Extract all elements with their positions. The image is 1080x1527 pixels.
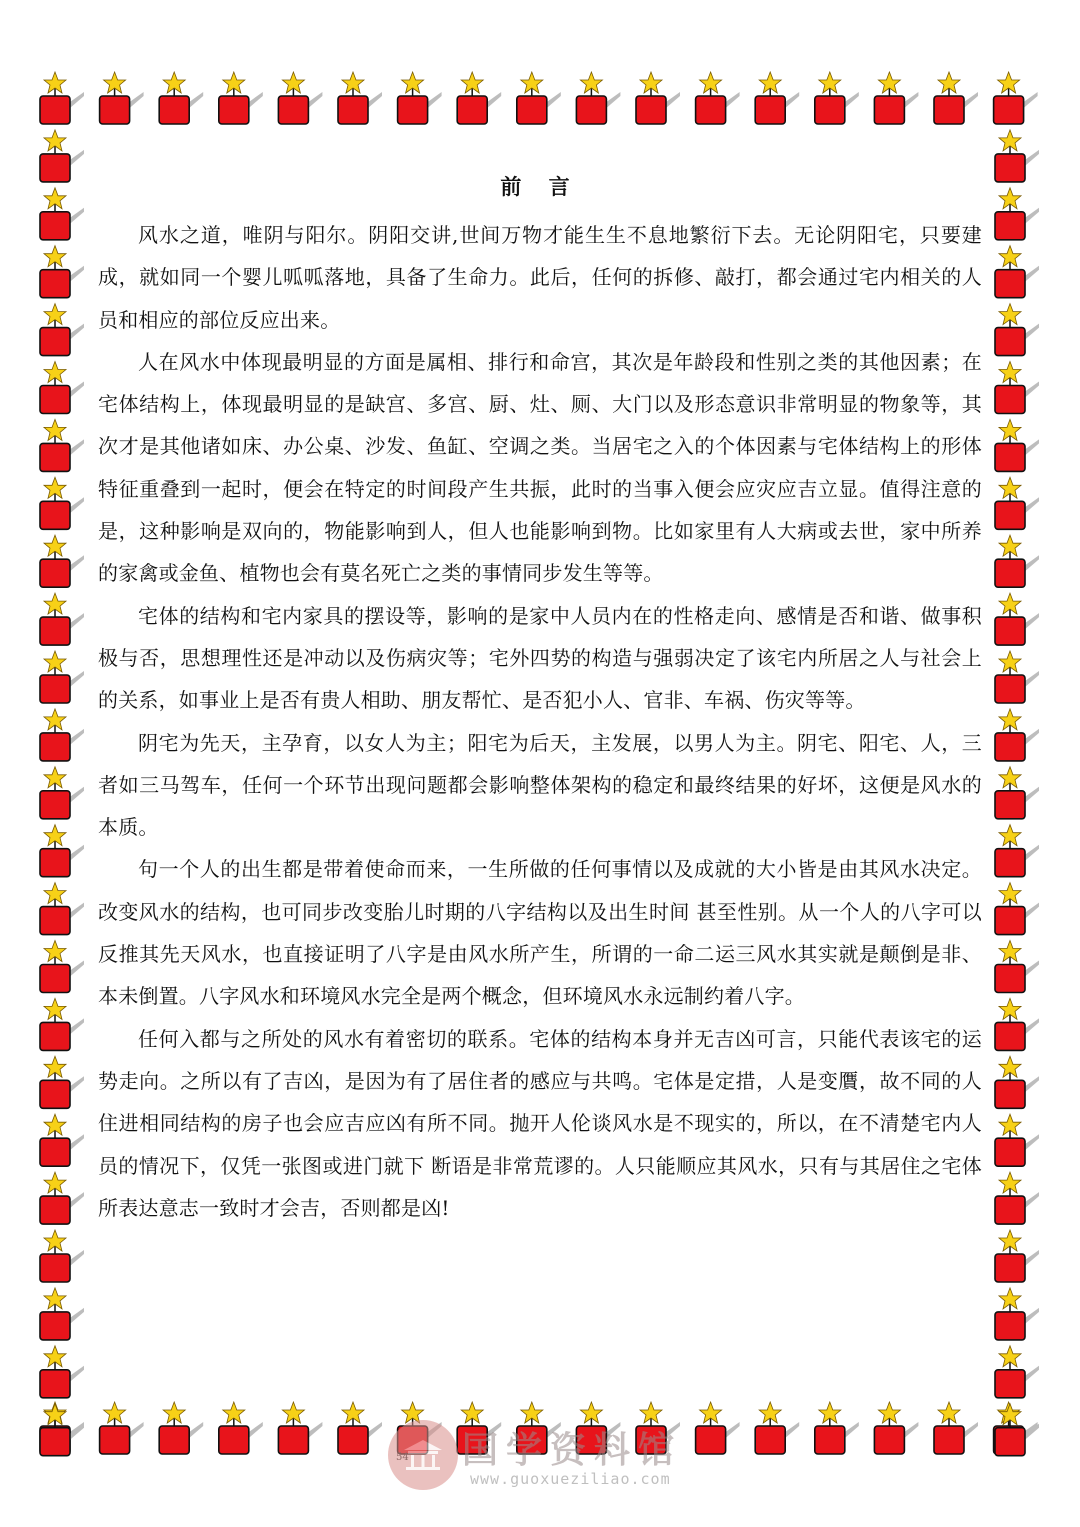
candle-icon-43 xyxy=(995,362,1039,414)
candle-icon-70 xyxy=(40,1172,84,1224)
candle-icon-62 xyxy=(40,941,84,993)
candle-icon-29 xyxy=(755,1402,799,1454)
candle-icon-9 xyxy=(576,72,620,124)
candle-icon-20 xyxy=(219,1402,263,1454)
page-title: 前 言 xyxy=(500,174,580,199)
candle-icon-21 xyxy=(278,1402,322,1454)
candle-icon-58 xyxy=(40,825,84,877)
paragraph-4: 阴宅为先天，主孕育，以女人为主；阳宅为后天，主发展，以男人为主。阴宅、阳宅、人，三者如三马驾车，任何一个环节出现问题都会影响整体架构的稳定和最终结果的好坏，这便是风水的本质。 xyxy=(98,730,982,840)
candle-icon-35 xyxy=(995,130,1039,182)
candle-icon-13 xyxy=(815,72,859,124)
candle-icon-64 xyxy=(40,998,84,1050)
watermark-title: 国学资料馆 xyxy=(462,1429,683,1471)
candle-icon-72 xyxy=(40,1230,84,1282)
paragraph-6: 任何入都与之所处的风水有着密切的联系。宅体的结构本身并无吉凶可言，只能代表该宅的运势走向。之所以有了吉凶，是因为有了居住者的感应与共鸣。宅体是定措，人是变贋，故不同的人住进相同结构的房子也会应吉应凶有所不同。抛开人伦谈风水是不现实的，所以，在不清楚宅内人员的情况下，仅凭一张图或进门就下 断语是非常荒谬的。人只能顺应其风水，只有与其居住之宅体所表达意志一致时才会吉，否则都是凶! xyxy=(98,1026,982,1220)
candle-icon-46 xyxy=(40,477,84,529)
candle-icon-2 xyxy=(159,72,203,124)
candle-icon-18 xyxy=(100,1402,144,1454)
candle-icon-69 xyxy=(995,1114,1039,1166)
candle-icon-34 xyxy=(40,130,84,182)
paragraph-1: 风水之道，唯阴与阳尔。阴阳交讲,世间万物才能生生不息地繁衍下去。无论阴阳宅，只要建成，就如同一个婴儿呱呱落地，具备了生命力。此后，任何的拆修、敲打，都会通过宅内相关的人员和相应的部位反应出来。 xyxy=(98,223,982,332)
candle-icon-56 xyxy=(40,767,84,819)
candle-icon-48 xyxy=(40,535,84,587)
candle-icon-10 xyxy=(636,72,680,124)
candle-icon-49 xyxy=(995,535,1039,587)
candle-icon-73 xyxy=(995,1230,1039,1282)
paragraph-3: 宅体的结构和宅内家具的摆设等，影响的是家中人员内在的性格走向、感情是否和谐、做事积极与否，思想理性还是冲动以及伤病灾等；宅外四势的构造与强弱决定了该宅内所居之人与社会上的关系，如事业上是否有贵人相助、朋友帮忙、是否犯小人、官非、车祸、伤灾等等。 xyxy=(98,603,982,713)
candle-icon-22 xyxy=(338,1402,382,1454)
candle-icon-61 xyxy=(995,883,1039,935)
candle-icon-8 xyxy=(517,72,561,124)
candle-icon-65 xyxy=(995,998,1039,1050)
candle-icon-78 xyxy=(40,1404,84,1456)
candle-icon-32 xyxy=(934,1402,978,1454)
watermark-logo-icon xyxy=(388,1420,458,1490)
candle-icon-36 xyxy=(40,188,84,240)
candle-icon-66 xyxy=(40,1056,84,1108)
candle-icon-63 xyxy=(995,941,1039,993)
watermark xyxy=(388,1420,698,1496)
candle-icon-53 xyxy=(995,651,1039,703)
candle-icon-7 xyxy=(457,72,501,124)
candle-icon-11 xyxy=(696,72,740,124)
candle-icon-77 xyxy=(995,1346,1039,1398)
candle-icon-16 xyxy=(994,72,1038,124)
candle-icon-60 xyxy=(40,883,84,935)
paragraph-2: 人在风水中体现最明显的方面是属相、排行和命宫，其次是年龄段和性别之类的其他因素；在宅体结构上，体现最明显的是缺宫、多宫、厨、灶、厕、大门以及形态意识非常明显的物象等，其次才是其他诸如床、办公桌、沙发、鱼缸、空调之类。当居宅之入的个体因素与宅体结构上的形体特征重叠到一起时，便会在特定的时间段产生共振，此时的当事入便会应灾应吉立显。值得注意的是，这种影响是双向的，物能影响到人，但人也能影响到物。比如家里有人大病或去世，家中所养的家禽或金鱼、植物也会有莫名死亡之类的事情同步发生等等。 xyxy=(98,349,982,586)
candle-icon-15 xyxy=(934,72,978,124)
paragraph-5: 句一个人的出生都是带着使命而来，一生所做的任何事情以及成就的大小皆是由其风水决定。改变风水的结构，也可同步改变胎儿时期的八字结构以及出生时间 甚至性别。从一个人的八字可以反推其先天风水，也直接证明了八字是由风水所产生，所谓的一命二运三风水其实就是颠倒是非、本未倒置。八字风水和环境风水完全是两个概念，但环境风水永远制约着八字。 xyxy=(98,857,982,1009)
candle-icon-47 xyxy=(995,477,1039,529)
candle-icon-79 xyxy=(995,1404,1039,1456)
candle-icon-42 xyxy=(40,362,84,414)
candle-icon-55 xyxy=(995,709,1039,761)
candle-icon-39 xyxy=(995,246,1039,298)
candle-icon-40 xyxy=(40,304,84,356)
candle-icon-54 xyxy=(40,709,84,761)
candle-icon-6 xyxy=(398,72,442,124)
pavilion-icon xyxy=(402,1440,444,1470)
candle-icon-37 xyxy=(995,188,1039,240)
candle-icon-5 xyxy=(338,72,382,124)
candle-icon-19 xyxy=(159,1402,203,1454)
candle-icon-75 xyxy=(995,1288,1039,1340)
candle-icon-41 xyxy=(995,304,1039,356)
candle-icon-4 xyxy=(278,72,322,124)
candle-icon-30 xyxy=(815,1402,859,1454)
candle-icon-50 xyxy=(40,593,84,645)
candle-icon-57 xyxy=(995,767,1039,819)
candle-icon-14 xyxy=(874,72,918,124)
candle-icon-0 xyxy=(40,72,84,124)
candle-icon-38 xyxy=(40,246,84,298)
candle-icon-59 xyxy=(995,825,1039,877)
candle-icon-68 xyxy=(40,1114,84,1166)
document-body xyxy=(98,172,982,1229)
candle-icon-44 xyxy=(40,419,84,471)
candle-icon-52 xyxy=(40,651,84,703)
candle-icon-12 xyxy=(755,72,799,124)
candle-icon-71 xyxy=(995,1172,1039,1224)
candle-icon-45 xyxy=(995,419,1039,471)
candle-icon-74 xyxy=(40,1288,84,1340)
candle-icon-1 xyxy=(100,72,144,124)
watermark-url: www.guoxueziliao.com xyxy=(470,1470,671,1488)
candle-icon-31 xyxy=(874,1402,918,1454)
candle-icon-67 xyxy=(995,1056,1039,1108)
candle-icon-28 xyxy=(696,1402,740,1454)
candle-icon-3 xyxy=(219,72,263,124)
candle-icon-51 xyxy=(995,593,1039,645)
candle-icon-76 xyxy=(40,1346,84,1398)
